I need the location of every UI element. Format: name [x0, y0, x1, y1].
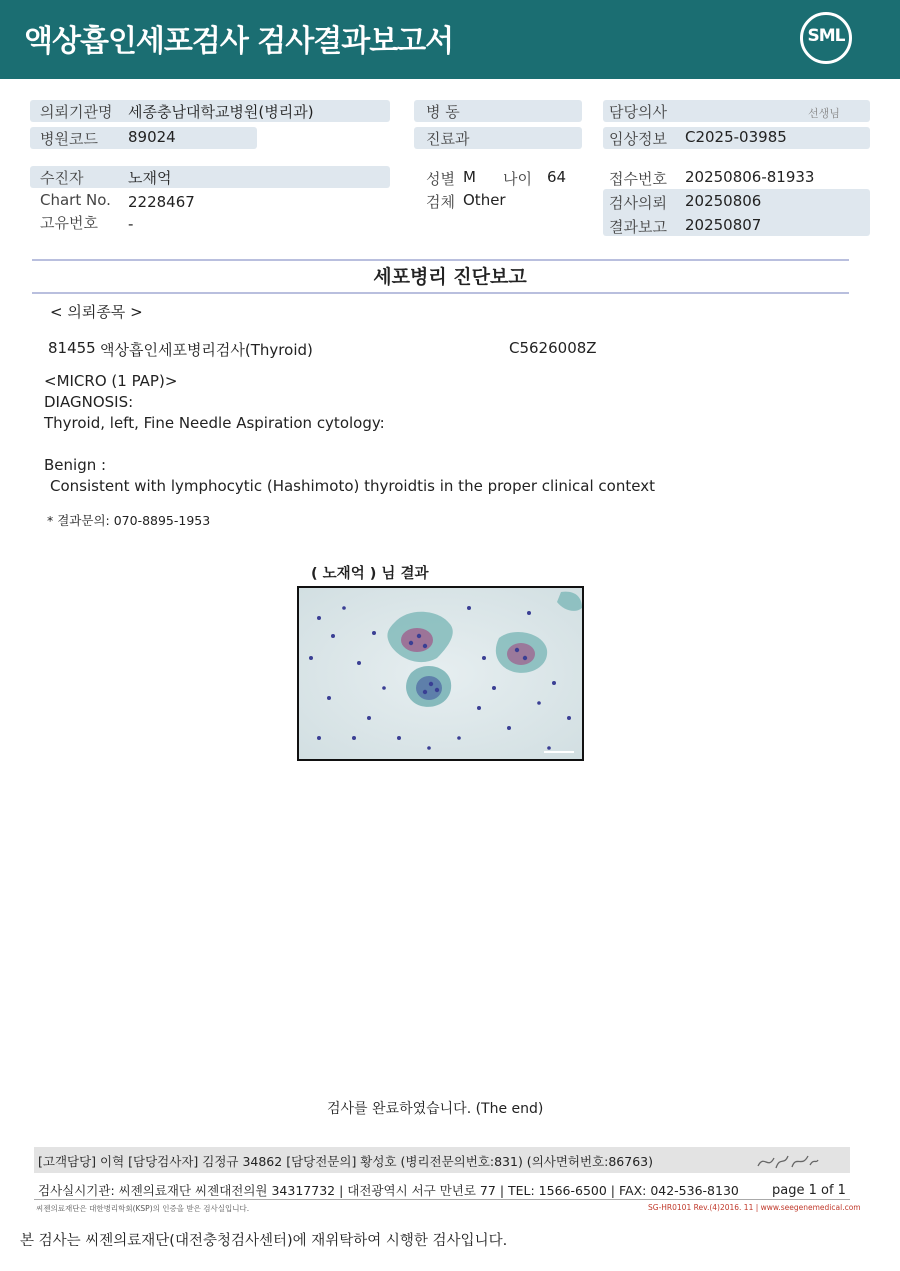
dept-label: 진료과: [426, 130, 470, 148]
doctor-label: 담당의사: [609, 103, 667, 121]
signature-svg: [756, 1150, 820, 1172]
item-name: 액상흡인세포병리검사(Thyroid): [100, 341, 313, 359]
age-value: 64: [547, 168, 567, 186]
signature-mark: [756, 1150, 820, 1176]
micro-label: <MICRO (1 PAP)>: [44, 372, 178, 390]
request-label: 검사의뢰: [609, 194, 667, 212]
institution-label: 의뢰기관명: [40, 103, 113, 121]
section-rule-bottom: [32, 292, 849, 294]
doctor-suffix: 선생님: [808, 107, 840, 120]
chart-label: Chart No.: [40, 191, 111, 209]
ward-label: 병 동: [426, 103, 460, 121]
unique-label: 고유번호: [40, 214, 98, 232]
logo-text: SML: [807, 26, 845, 46]
footer-institution-line: 검사실시기관: 씨젠의료재단 씨젠대전의원 34317732 | 대전광역시 서구 만년로 77 | TEL: 1566-6500 | FAX: 042-536-8130: [38, 1183, 739, 1198]
specimen-value: Other: [463, 191, 506, 209]
specimen-label: 검체: [426, 193, 455, 211]
chart-value: 2228467: [128, 193, 195, 211]
sex-label: 성별: [426, 170, 455, 188]
receipt-value: 20250806-81933: [685, 168, 815, 186]
image-caption: ( 노재억 ) 님 결과: [311, 566, 429, 582]
diagnosis-line: Thyroid, left, Fine Needle Aspiration cytology:: [44, 414, 385, 432]
item-ref: C5626008Z: [509, 339, 597, 357]
clinical-label: 임상정보: [609, 130, 667, 148]
report-title: 액상흡인세포검사 검사결과보고서: [24, 24, 454, 59]
diagnosis-label: DIAGNOSIS:: [44, 393, 134, 411]
item-code: 81455: [48, 339, 96, 357]
section-title: 세포병리 진단보고: [373, 266, 527, 288]
age-label: 나이: [503, 170, 532, 188]
cytology-micrograph: [297, 586, 584, 761]
report-value: 20250807: [685, 216, 762, 234]
benign-text: Consistent with lymphocytic (Hashimoto) thyroidtis in the proper clinical context: [50, 477, 655, 495]
footer-divider: [34, 1199, 850, 1200]
page-number: page 1 of 1: [772, 1183, 846, 1198]
footer-staff-line: [고객담당] 이혁 [담당검사자] 김정규 34862 [담당전문의] 황성호 (병리전문의번호:831) (의사면허번호:86763): [38, 1154, 653, 1169]
institution-value: 세종충남대학교병원(병리과): [128, 103, 314, 121]
hospital-code-value: 89024: [128, 128, 176, 146]
request-value: 20250806: [685, 192, 762, 210]
request-items-label: < 의뢰종목 >: [50, 303, 143, 321]
benign-label: Benign :: [44, 456, 107, 474]
header-bar: [0, 0, 900, 79]
subcontract-note: 본 검사는 씨젠의료재단(대전충청검사센터)에 재위탁하여 시행한 검사입니다.: [20, 1233, 508, 1249]
sml-logo: [800, 12, 852, 64]
report-label: 결과보고: [609, 218, 667, 236]
hospital-code-label: 병원코드: [40, 130, 98, 148]
inquiry-text: * 결과문의: 070-8895-1953: [47, 513, 211, 528]
clinical-value: C2025-03985: [685, 128, 787, 146]
unique-value: -: [128, 215, 134, 233]
end-text: 검사를 완료하였습니다. (The end): [327, 1101, 544, 1117]
micrograph-svg: [299, 588, 582, 759]
patient-row: [30, 166, 390, 188]
footer-fine-right: SG-HR0101 Rev.(4)2016. 11 | www.seegenemedical.com: [648, 1203, 861, 1212]
receipt-label: 접수번호: [609, 170, 667, 188]
patient-value: 노재억: [128, 169, 172, 187]
sex-value: M: [463, 168, 476, 186]
footer-fine-left: 씨젠의료재단은 대한병리학회(KSP)의 인증을 받은 검사실입니다.: [36, 1204, 250, 1213]
patient-label: 수진자: [40, 169, 84, 187]
section-rule-top: [32, 259, 849, 261]
